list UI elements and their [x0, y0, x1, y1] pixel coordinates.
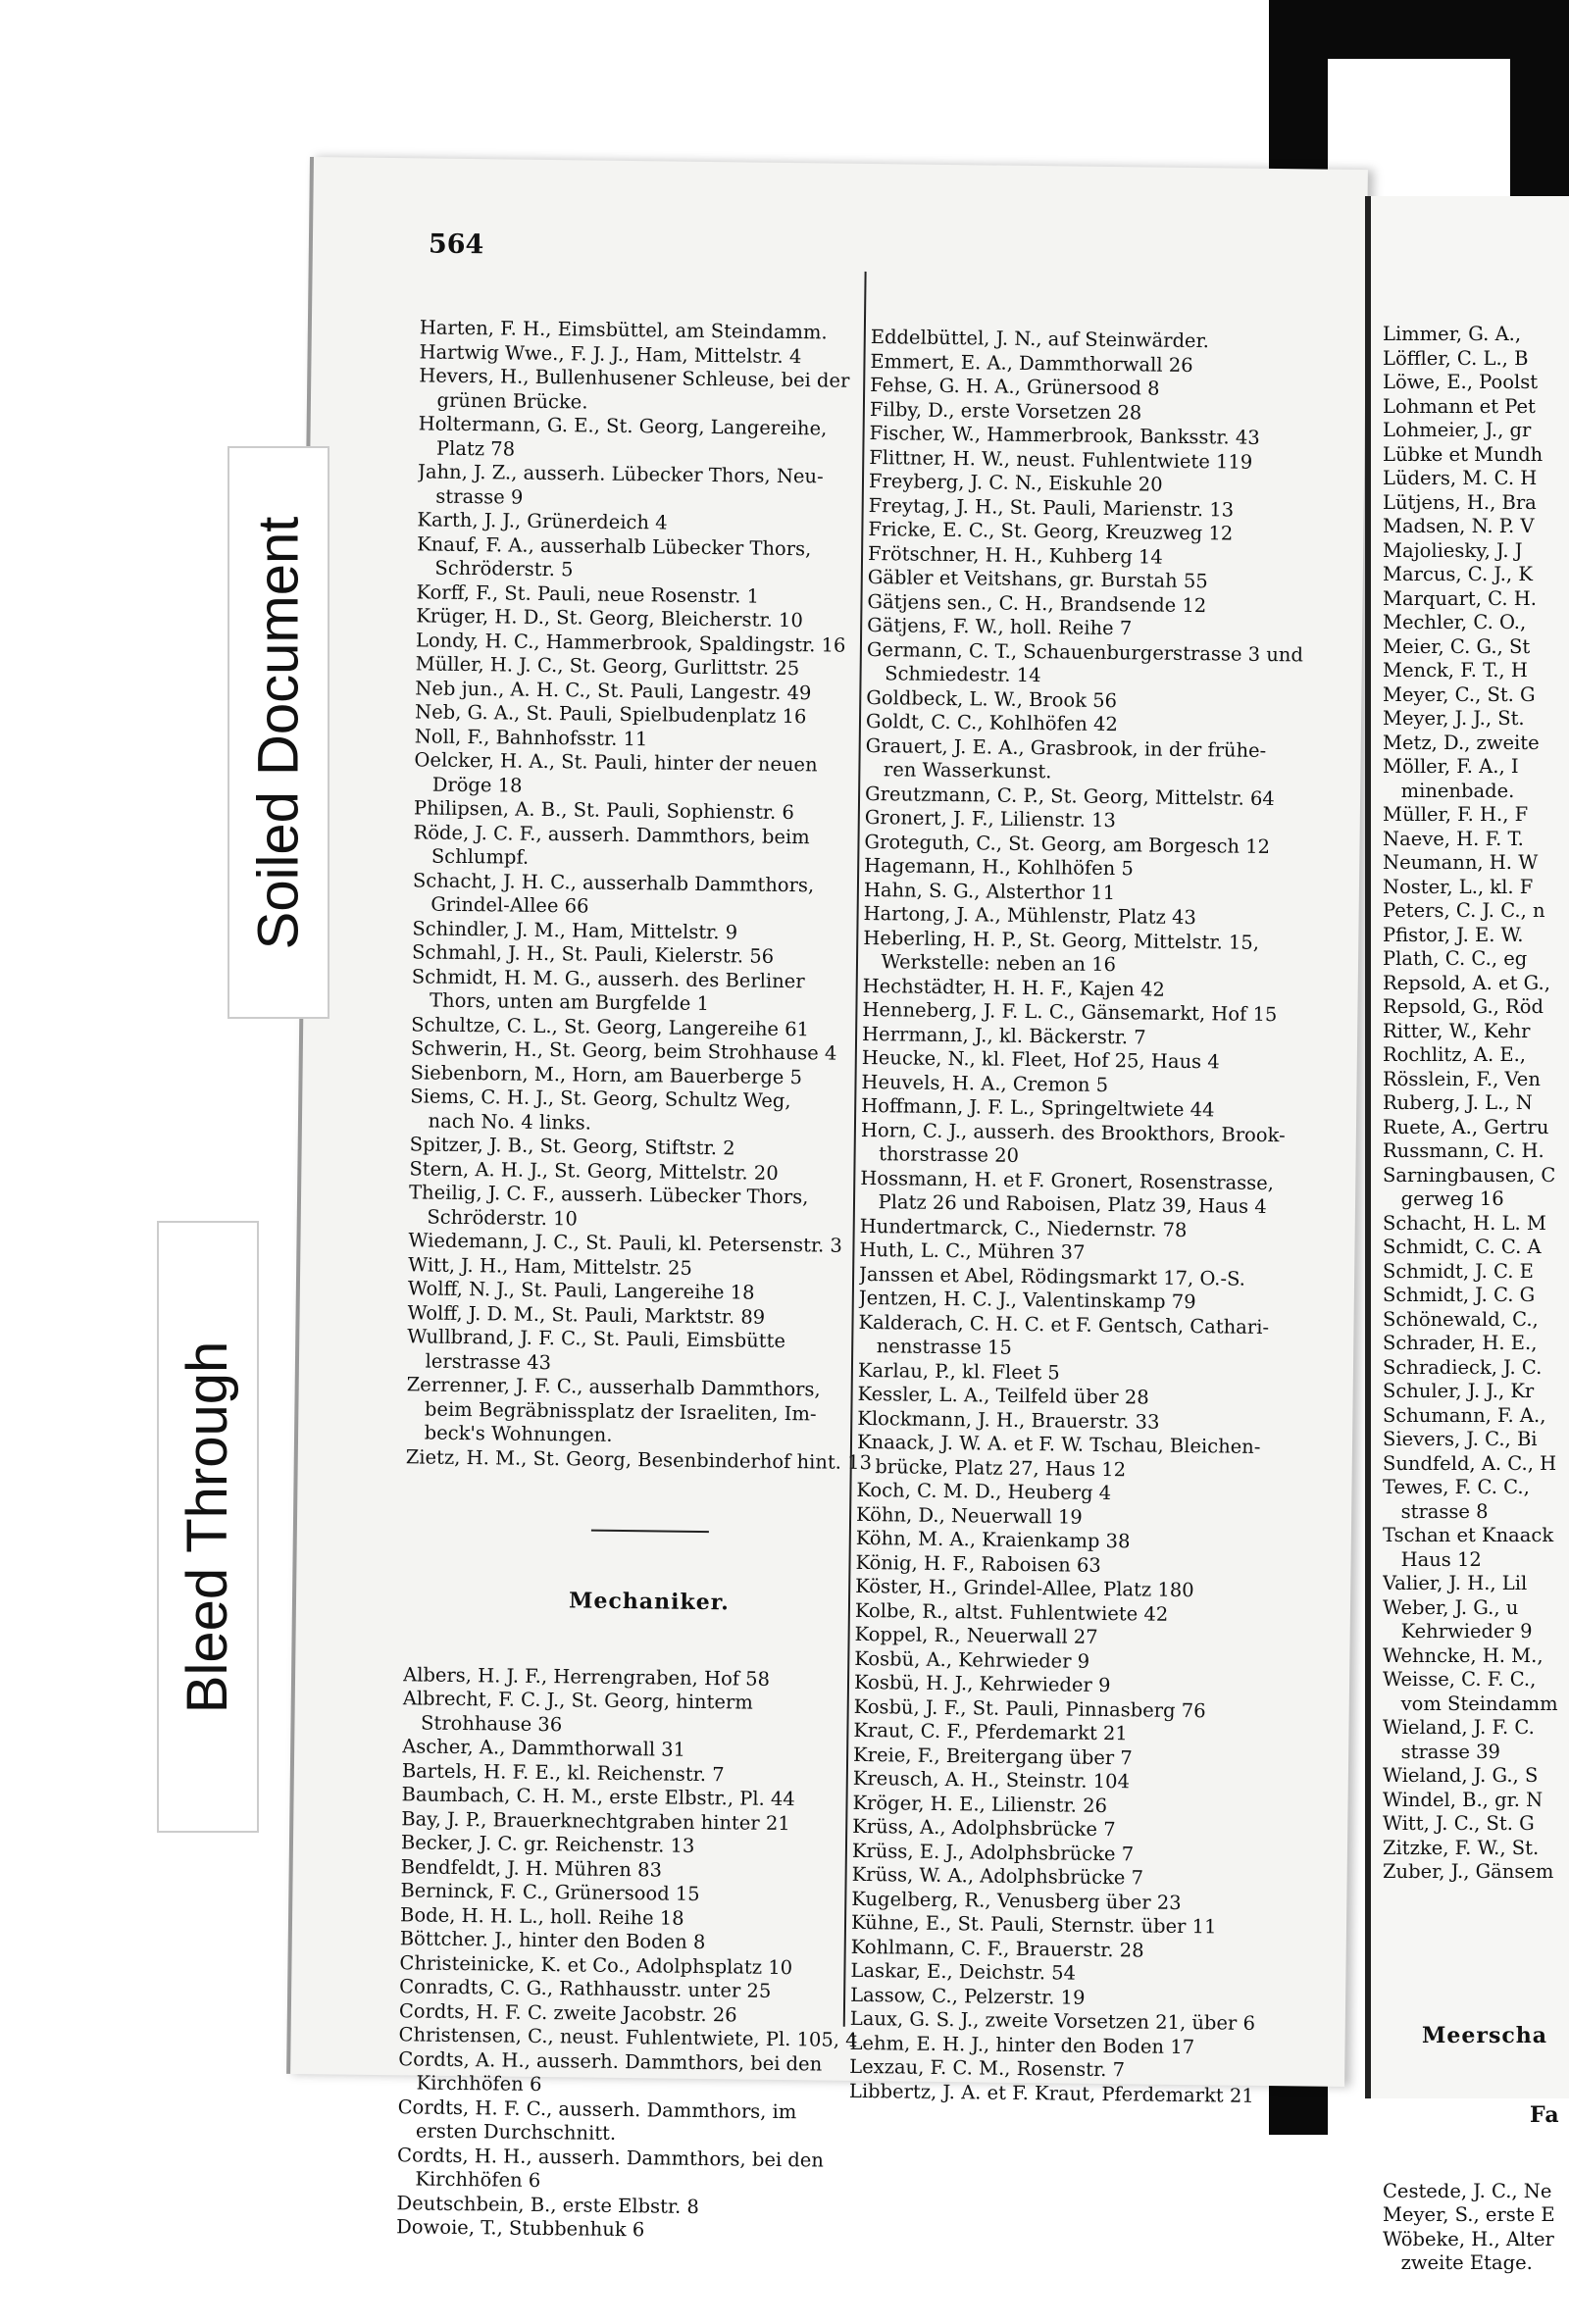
directory-entry: Lohmann et Pet — [1383, 394, 1536, 418]
directory-entry: Zuber, J., Gänsem — [1383, 1860, 1554, 1883]
directory-entry: Freyberg, J. C. N., Eiskuhle 20 — [868, 469, 1163, 496]
directory-entry: Hartong, J. A., Mühlenstr, Platz 43 — [863, 901, 1197, 930]
directory-entry: Lüders, M. C. H — [1383, 467, 1538, 489]
directory-entry: Londy, H. C., Hammerbrook, Spaldingstr. 16 — [415, 628, 846, 657]
directory-entry: Limmer, G. A., — [1383, 323, 1522, 345]
directory-entry: Meyer, J. J., St. — [1383, 707, 1525, 730]
directory-entry: Mechler, C. O., — [1383, 611, 1527, 633]
directory-entry: Schuler, J. J., Kr — [1383, 1380, 1535, 1402]
directory-entry: Lohmeier, J., gr — [1383, 419, 1532, 441]
directory-entry: Krüss, W. A., Adolphsbrücke 7 — [851, 1862, 1144, 1890]
directory-entry: Frötschner, H. H., Kuhberg 14 — [867, 541, 1163, 569]
directory-entry: Madsen, N. P. V — [1383, 515, 1535, 537]
directory-entry: Grauert, J. E. A., Grasbrook, in der frühe- — [865, 733, 1267, 762]
directory-entry: Filby, D., erste Vorsetzen 28 — [869, 397, 1142, 424]
directory-entry: Zerrenner, J. F. C., ausserhalb Dammthors, — [406, 1373, 821, 1401]
directory-entry: Marcus, C. J., K — [1383, 563, 1533, 585]
directory-entry: Kosbü, J. F., St. Pauli, Pinnasberg 76 — [853, 1694, 1206, 1722]
directory-entry: Koch, C. M. D., Heuberg 4 — [856, 1478, 1112, 1505]
directory-entry: Bode, H. H. L., holl. Reihe 18 — [399, 1902, 684, 1930]
directory-entry: lerstrasse 43 — [406, 1348, 552, 1374]
directory-entry: Kirchhöfen 6 — [397, 2071, 542, 2097]
directory-entry: Karlau, P., kl. Fleet 5 — [857, 1358, 1060, 1384]
directory-entry: strasse 9 — [417, 483, 524, 509]
directory-entry: Lehm, E. H. J., hinter den Boden 17 — [849, 2031, 1195, 2058]
directory-entry: Gronert, J. F., Lilienstr. 13 — [864, 805, 1117, 833]
directory-entry: brücke, Platz 27, Haus 12 — [856, 1454, 1127, 1481]
directory-entry: Lütjens, H., Bra — [1383, 490, 1537, 514]
directory-entry: Wiedemann, J. C., St. Pauli, kl. Petersenstr. 3 — [408, 1229, 843, 1257]
directory-entry: Schrader, H. E., — [1383, 1332, 1538, 1354]
directory-entry: Albrecht, F. C. J., St. Georg, hinterm — [402, 1687, 753, 1714]
directory-entry: Werkstelle: neben an 16 — [862, 949, 1117, 977]
directory-entry: Kosbü, H. J., Kehrwieder 9 — [853, 1670, 1111, 1697]
directory-entry: Weber, J. G., u — [1383, 1595, 1519, 1619]
directory-entry: Kolbe, R., altst. Fuhlentwiete 42 — [854, 1598, 1169, 1626]
directory-entry: Greutzmann, C. P., St. Georg, Mittelstr. 64 — [864, 782, 1275, 810]
directory-entry: minenbade. — [1383, 779, 1515, 802]
directory-entry: Koppel, R., Neuerwall 27 — [854, 1622, 1098, 1648]
directory-entry: Kröger, H. E., Lilienstr. 26 — [852, 1791, 1108, 1817]
directory-entry: Tschan et Knaack — [1383, 1524, 1554, 1546]
directory-entry: Libbertz, J. A. et F. Kraut, Pferdemarkt 21 — [848, 2079, 1254, 2107]
entries-left — [406, 316, 910, 1475]
right-page-partial — [1365, 196, 1569, 2274]
directory-entry: Flittner, H. W., neust. Fuhlentwiete 119 — [869, 445, 1253, 474]
directory-entry: Valier, J. H., Lil — [1383, 1572, 1528, 1594]
entries-middle — [849, 326, 1371, 2109]
directory-entry: Schönewald, C., — [1383, 1307, 1539, 1331]
directory-entry: Schmidt, H. M. G., ausserh. des Berliner — [411, 964, 805, 992]
directory-entry: Platz 78 — [418, 435, 516, 461]
directory-entry: Kraut, C. F., Pferdemarkt 21 — [853, 1718, 1128, 1745]
directory-entry: Conradts, C. G., Rathhausstr. unter 25 — [399, 1975, 772, 2002]
directory-entry: Wolff, N. J., St. Pauli, Langereihe 18 — [407, 1277, 755, 1304]
directory-entry: Germann, C. T., Schauenburgerstrasse 3 und — [866, 637, 1304, 666]
directory-entry: Peters, C. J. C., n — [1383, 899, 1545, 922]
directory-entry: Ritter, W., Kehr — [1383, 1019, 1531, 1042]
directory-entry: Kugelberg, R., Venusberg über 23 — [851, 1887, 1182, 1914]
directory-entry: Sundfeld, A. C., H — [1383, 1451, 1557, 1475]
directory-entry: Windel, B., gr. N — [1383, 1788, 1544, 1811]
directory-entry: Noll, F., Bahnhofsstr. 11 — [414, 724, 648, 750]
directory-entry: Groteguth, C., St. Georg, am Borgesch 12 — [864, 830, 1271, 858]
directory-entry: Wullbrand, J. F. C., St. Pauli, Eimsbütte — [407, 1325, 786, 1353]
column-right — [1383, 275, 1569, 2324]
directory-entry: Wieland, J. G., S — [1383, 1764, 1539, 1787]
directory-entry: Schlumpf. — [413, 844, 530, 869]
directory-entry: Henneberg, J. F. L. C., Gänsemarkt, Hof 15 — [862, 997, 1278, 1027]
directory-entry: Siebenborn, M., Horn, am Bauerberge 5 — [410, 1060, 803, 1088]
directory-entry: Schumann, F. A., — [1383, 1403, 1546, 1427]
directory-entry: beim Begräbnissplatz der Israeliten, Im- — [406, 1396, 817, 1425]
directory-entry: Horn, C. J., ausserh. des Brookthors, Brook- — [860, 1118, 1286, 1146]
directory-entry: Tewes, F. C. C., — [1383, 1476, 1530, 1498]
entries-right — [1383, 323, 1569, 1885]
directory-entry: Schmidt, J. C. G — [1383, 1284, 1536, 1306]
directory-entry: Zietz, H. M., St. Georg, Besenbinderhof hint. 13 — [405, 1444, 873, 1474]
bleed-through-text: Bleed Through — [176, 1340, 240, 1713]
directory-entry: Harten, F. H., Eimsbüttel, am Steindamm. — [419, 316, 828, 344]
directory-entry: Rösslein, F., Ven — [1383, 1067, 1541, 1090]
right-heading-2: Fa — [1530, 2102, 1560, 2128]
directory-entry: Jahn, J. Z., ausserh. Lübecker Thors, Neu- — [417, 460, 824, 488]
directory-entry: Meyer, C., St. G — [1383, 682, 1536, 706]
directory-entry: Sarningbausen, C — [1383, 1163, 1556, 1187]
directory-entry: Wieland, J. F. C. — [1383, 1716, 1535, 1739]
directory-entry: Gäbler et Veitshans, gr. Burstah 55 — [867, 565, 1208, 593]
directory-entry: Kühne, E., St. Pauli, Sternstr. über 11 — [850, 1910, 1217, 1939]
directory-entry: Goldbeck, L. W., Brook 56 — [866, 685, 1118, 712]
directory-entry: Repsold, A. et G., — [1383, 971, 1550, 994]
directory-entry: Karth, J. J., Grünerdeich 4 — [417, 508, 668, 534]
directory-entry: Kreie, F., Breitergang über 7 — [853, 1743, 1133, 1769]
directory-entry: Theilig, J. C. F., ausserh. Lübecker Thors, — [408, 1181, 809, 1209]
directory-entry: Bendfeldt, J. H. Mühren 83 — [400, 1854, 663, 1882]
soiled-document-label — [228, 446, 329, 1019]
directory-entry: Kehrwieder 9 — [1383, 1620, 1533, 1642]
directory-entry: Kosbü, A., Kehrwieder 9 — [854, 1646, 1090, 1673]
directory-entry: Lassow, C., Pelzerstr. 19 — [850, 1983, 1086, 2009]
directory-entry: Siems, C. H. J., St. Georg, Schultz Weg, — [410, 1085, 791, 1113]
directory-entry: Krüss, E. J., Adolphsbrücke 7 — [851, 1839, 1135, 1865]
directory-entry: Platz 26 und Raboisen, Platz 39, Haus 4 — [859, 1189, 1267, 1218]
directory-entry: Müller, H. J. C., St. Georg, Gurlittstr. 25 — [415, 652, 800, 681]
directory-entry: Schultze, C. L., St. Georg, Langereihe 61 — [411, 1012, 810, 1040]
directory-entry: Lübke et Mundh — [1383, 442, 1544, 466]
directory-entry: Dröge 18 — [414, 772, 523, 797]
directory-entry: Cordts, H. F. C., ausserh. Dammthors, im — [397, 2095, 797, 2123]
directory-entry: Kalderach, C. H. C. et F. Gentsch, Cathari- — [858, 1310, 1270, 1339]
directory-entry: gerweg 16 — [1383, 1187, 1504, 1210]
directory-entry: Löwe, E., Poolst — [1383, 371, 1539, 393]
column-left — [395, 268, 910, 2293]
right-heading-1: Meerscha — [1422, 2022, 1547, 2048]
section-heading-mechaniker: Mechaniker. — [568, 1588, 731, 1616]
directory-entry: Menck, F. T., H — [1383, 659, 1528, 682]
directory-entry: Laskar, E., Deichstr. 54 — [850, 1958, 1077, 1985]
directory-entry: Meier, C. G., St — [1383, 634, 1531, 658]
directory-entry: Krüger, H. D., St. Georg, Bleicherstr. 10 — [416, 604, 803, 632]
directory-entry: Plath, C. C., eg — [1383, 947, 1528, 970]
directory-entry: Dowoie, T., Stubbenhuk 6 — [396, 2215, 645, 2242]
directory-entry: ersten Durchschnitt. — [397, 2119, 617, 2145]
directory-entry: Röde, J. C. F., ausserh. Dammthors, beim — [413, 820, 810, 848]
directory-entry: Hahn, S. G., Alsterthor 11 — [863, 878, 1116, 904]
directory-entry: Schmahl, J. H., St. Pauli, Kielerstr. 56 — [411, 940, 775, 968]
directory-entry: Schindler, J. M., Ham, Mittelstr. 9 — [412, 916, 738, 943]
section-rule — [591, 1530, 709, 1533]
directory-entry: Witt, J. C., St. G — [1383, 1812, 1535, 1835]
directory-entry: Korff, F., St. Pauli, neue Rosenstr. 1 — [416, 580, 760, 608]
directory-entry: Krüss, A., Adolphsbrücke 7 — [852, 1814, 1116, 1842]
directory-entry: strasse 39 — [1383, 1740, 1500, 1763]
directory-entry: Ruberg, J. L., N — [1383, 1091, 1533, 1114]
directory-entry: Marquart, C. H. — [1383, 586, 1537, 610]
directory-entry: Klockmann, J. H., Brauerstr. 33 — [857, 1406, 1160, 1434]
directory-entry: Fricke, E. C., St. Georg, Kreuzweg 12 — [868, 517, 1234, 545]
directory-entry: König, H. F., Raboisen 63 — [855, 1550, 1101, 1577]
directory-entry: Christensen, C., neust. Fuhlentwiete, Pl. 105, 4 — [398, 2023, 858, 2051]
soiled-document-text: Soiled Document — [246, 516, 311, 949]
directory-entry: Witt, J. H., Ham, Mittelstr. 25 — [408, 1252, 693, 1280]
directory-entry: Huth, L. C., Mühren 37 — [859, 1238, 1086, 1264]
directory-entry: Baumbach, C. H. M., erste Elbstr., Pl. 44 — [401, 1783, 795, 1811]
directory-entry: Emmert, E. A., Dammthorwall 26 — [870, 349, 1193, 377]
directory-entry: Becker, J. C. gr. Reichenstr. 13 — [400, 1831, 695, 1857]
directory-entry: Schröderstr. 5 — [416, 556, 574, 581]
directory-entry: Knaack, J. W. A. et F. W. Tschau, Bleichen- — [856, 1430, 1261, 1458]
directory-entry: zweite Etage. — [1383, 2251, 1533, 2274]
directory-entry: Köhn, D., Neuerwall 19 — [855, 1502, 1083, 1529]
directory-entry: Wolff, J. D. M., St. Pauli, Marktstr. 89 — [407, 1300, 766, 1329]
directory-entry: Heuvels, H. A., Cremon 5 — [861, 1070, 1109, 1096]
directory-entry: Wöbeke, H., Alter — [1383, 2227, 1554, 2250]
directory-entry: Kohlmann, C. F., Brauerstr. 28 — [850, 1935, 1144, 1962]
directory-entry: Hundertmarck, C., Niedernstr. 78 — [859, 1214, 1188, 1241]
directory-entry: Freytag, J. H., St. Pauli, Marienstr. 13 — [868, 493, 1235, 522]
directory-entry: Philipsen, A. B., St. Pauli, Sophienstr. 6 — [413, 796, 794, 825]
directory-entry: Sievers, J. C., Bi — [1383, 1428, 1538, 1450]
directory-entry: Neumann, H. W — [1383, 851, 1539, 874]
left-page — [286, 157, 1368, 2242]
directory-entry: Gätjens sen., C. H., Brandsende 12 — [867, 589, 1207, 617]
directory-entry: Möller, F. A., I — [1383, 755, 1519, 778]
directory-entry: Heberling, H. P., St. Georg, Mittelstr. 15, — [863, 926, 1260, 954]
entries-mechaniker — [396, 1663, 893, 2246]
directory-entry: Cestede, J. C., Ne — [1383, 2179, 1552, 2202]
directory-entry: Müller, F. H., F — [1383, 803, 1529, 826]
directory-entry: Goldt, C. C., Kohlhöfen 42 — [865, 709, 1119, 736]
directory-entry: Rochlitz, A. E., — [1383, 1043, 1526, 1066]
directory-entry: Weisse, C. F. C., — [1383, 1668, 1537, 1691]
directory-entry: Herrmann, J., kl. Bäckerstr. 7 — [861, 1022, 1146, 1048]
directory-entry: Köhn, M. A., Kraienkamp 38 — [855, 1526, 1131, 1553]
directory-entry: thorstrasse 20 — [860, 1141, 1020, 1167]
directory-entry: Schacht, J. H. C., ausserhalb Dammthors, — [412, 868, 815, 896]
directory-entry: Albers, H. J. F., Herrengraben, Hof 58 — [402, 1662, 771, 1691]
directory-entry: Holtermann, G. E., St. Georg, Langereihe, — [418, 412, 828, 440]
directory-entry: Schwerin, H., St. Georg, beim Strohhause 4 — [410, 1036, 837, 1065]
directory-entry: Lexzau, F. C. M., Rosenstr. 7 — [849, 2054, 1126, 2082]
directory-entry: Christeinicke, K. et Co., Adolphsplatz 10 — [399, 1950, 793, 1979]
directory-entry: nach No. 4 links. — [409, 1108, 592, 1135]
directory-entry: Hechstädter, H. H. F., Kajen 42 — [862, 974, 1166, 1001]
directory-entry: Kessler, L. A., Teilfeld über 28 — [857, 1382, 1149, 1409]
directory-entry: Schröderstr. 10 — [408, 1204, 579, 1230]
directory-entry: Schradieck, J. C. — [1383, 1355, 1543, 1379]
directory-entry: Cordts, H. H., ausserh. Dammthors, bei den — [396, 2143, 825, 2172]
directory-entry: Thors, unten am Burgfelde 1 — [411, 988, 710, 1016]
directory-entry: Köster, H., Grindel-Allee, Platz 180 — [855, 1574, 1194, 1602]
directory-entry: vom Steindamm — [1383, 1692, 1558, 1715]
directory-entry: Meyer, S., erste E — [1383, 2203, 1555, 2226]
directory-entry: Haus 12 — [1383, 1547, 1482, 1571]
directory-entry: Fischer, W., Hammerbrook, Banksstr. 43 — [869, 421, 1260, 449]
directory-entry: Metz, D., zweite — [1383, 731, 1540, 754]
directory-entry: Gätjens, F. W., holl. Reihe 7 — [867, 613, 1133, 640]
directory-entry: Hagemann, H., Kohlhöfen 5 — [864, 853, 1135, 881]
directory-entry: beck's Wohnungen. — [405, 1421, 613, 1446]
directory-entry: Majoliesky, J. J — [1383, 538, 1523, 562]
directory-entry: Laux, G. S. J., zweite Vorsetzen 21, über 6 — [849, 2006, 1256, 2035]
directory-entry: Löffler, C. L., B — [1383, 346, 1529, 370]
directory-entry: Cordts, H. F. C. zweite Jacobstr. 26 — [398, 1998, 737, 2026]
directory-entry: Hartwig Wwe., F. J. J., Ham, Mittelstr. 4 — [419, 339, 802, 368]
directory-entry: Neb jun., A. H. C., St. Pauli, Langestr. 49 — [415, 676, 812, 704]
directory-entry: Ruete, A., Gertru — [1383, 1115, 1549, 1138]
directory-entry: Hevers, H., Bullenhusener Schleuse, bei der — [419, 364, 850, 392]
directory-entry: Oelcker, H. A., St. Pauli, hinter der neuen — [414, 748, 818, 777]
page-number: 564 — [428, 228, 484, 261]
directory-entry: Knauf, F. A., ausserhalb Lübecker Thors, — [417, 531, 812, 560]
directory-entry: Hoffmann, J. F. L., Springeltwiete 44 — [861, 1093, 1215, 1122]
column-middle — [848, 278, 1371, 2157]
directory-entry: Janssen et Abel, Rödingsmarkt 17, O.-S. — [858, 1262, 1246, 1290]
directory-entry: grünen Brücke. — [418, 387, 588, 413]
directory-entry: strasse 8 — [1383, 1499, 1489, 1523]
directory-entry: Cordts, A. H., ausserh. Dammthors, bei den — [398, 2046, 823, 2076]
directory-entry: Naeve, H. F. T. — [1383, 827, 1524, 850]
directory-entry: Wehncke, H. M., — [1383, 1643, 1544, 1667]
directory-entry: Zitzke, F. W., St. — [1383, 1836, 1540, 1859]
directory-entry: Grindel-Allee 66 — [412, 892, 589, 918]
directory-entry: Hossmann, H. et F. Gronert, Rosenstrasse, — [860, 1166, 1275, 1194]
directory-entry: Russmann, C. H. — [1383, 1139, 1544, 1162]
directory-entry: Schmiedestr. 14 — [866, 661, 1041, 687]
directory-entry: Bartels, H. F. E., kl. Reichenstr. 7 — [401, 1758, 725, 1786]
directory-entry: Heucke, N., kl. Fleet, Hof 25, Haus 4 — [861, 1045, 1220, 1074]
directory-entry: Repsold, G., Röd — [1383, 995, 1544, 1018]
directory-entry: Stern, A. H. J., St. Georg, Mittelstr. 20 — [409, 1156, 779, 1185]
directory-entry: Böttcher. J., hinter den Boden 8 — [399, 1927, 706, 1954]
directory-entry: Pfistor, J. E. W. — [1383, 923, 1524, 946]
directory-entry: Ascher, A., Dammthorwall 31 — [402, 1735, 686, 1761]
directory-entry: Kreusch, A. H., Steinstr. 104 — [852, 1766, 1131, 1794]
directory-entry: Fehse, G. H. A., Grünersood 8 — [870, 373, 1160, 400]
directory-entry: Schmidt, C. C. A — [1383, 1236, 1542, 1258]
entries-right-tail — [1383, 2180, 1569, 2276]
directory-entry: nenstrasse 15 — [858, 1334, 1012, 1359]
directory-entry: Schmidt, J. C. E — [1383, 1259, 1534, 1283]
directory-entry: Schacht, H. L. M — [1383, 1211, 1546, 1235]
directory-entry: Spitzer, J. B., St. Georg, Stiftstr. 2 — [409, 1133, 735, 1160]
directory-entry: Kirchhöfen 6 — [396, 2167, 541, 2193]
directory-entry: Deutschbein, B., erste Elbstr. 8 — [396, 2191, 700, 2218]
directory-entry: Bay, J. P., Brauerknechtgraben hinter 21 — [401, 1806, 790, 1835]
directory-entry: Neb, G. A., St. Pauli, Spielbudenplatz 16 — [414, 700, 807, 729]
directory-entry: Jentzen, H. C. J., Valentinskamp 79 — [858, 1286, 1196, 1314]
directory-entry: Berninck, F. C., Grünersood 15 — [400, 1879, 700, 1905]
directory-entry: ren Wasserkunst. — [865, 757, 1052, 783]
directory-entry: Strohhause 36 — [402, 1710, 563, 1736]
directory-entry: Eddelbüttel, J. N., auf Steinwärder. — [870, 326, 1210, 353]
bleed-through-label — [157, 1221, 259, 1833]
directory-entry: Noster, L., kl. F — [1383, 875, 1534, 898]
